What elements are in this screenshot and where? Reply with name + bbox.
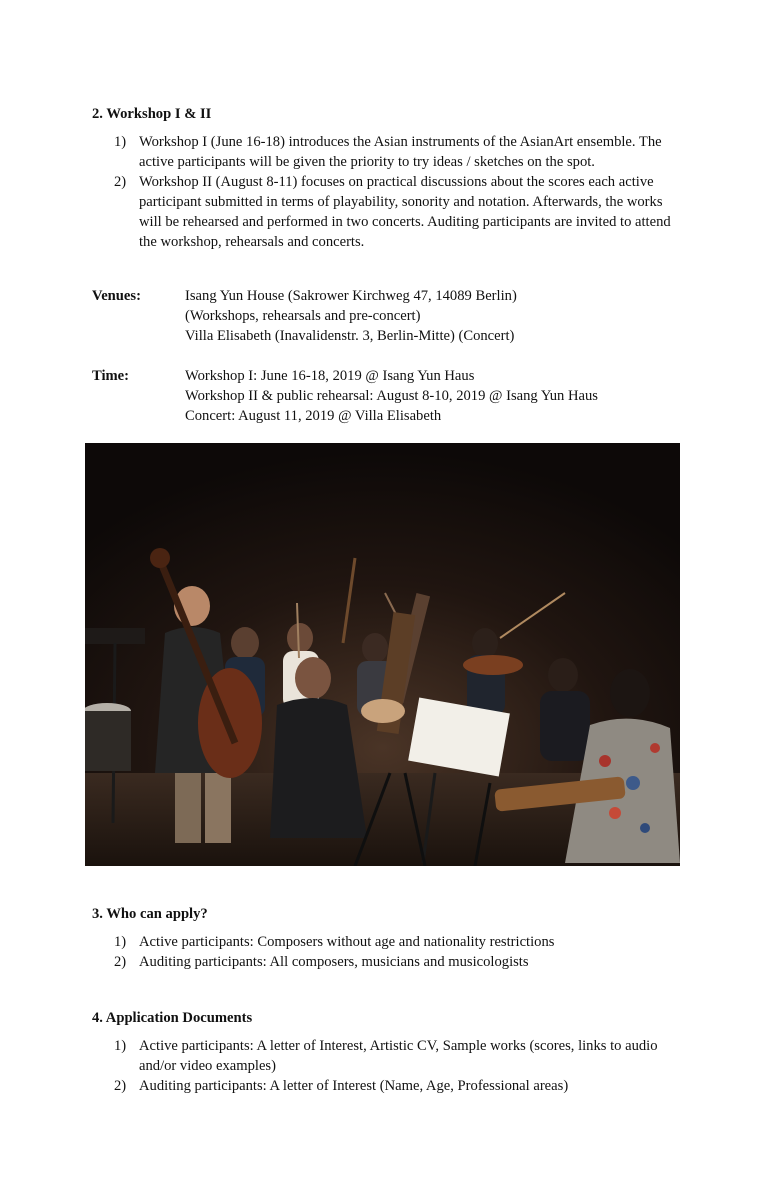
time-line: Workshop II & public rehearsal: August 8-10, 2019 @ Isang Yun Haus [185,388,598,404]
list-item-number: 2) [114,954,127,970]
list-item [92,1076,682,1096]
list-item [92,172,682,252]
list-item-text: Auditing participants: All composers, musicians and musicologists [139,954,529,970]
time-line: Workshop I: June 16-18, 2019 @ Isang Yun Haus [185,368,475,384]
venue-line: (Workshops, rehearsals and pre-concert) [185,308,421,324]
venue-line: Isang Yun House (Sakrower Kirchweg 47, 14089 Berlin) [185,288,517,304]
rehearsal-photo [85,443,680,866]
list-item [92,1036,682,1076]
list-item-text: Workshop II (August 8-11) focuses on practical discussions about the scores each active participant submitted in terms of playability, sonority and notation. Afterwards, the works will be rehearsed and performed in two concerts. Auditing participants are invited to attend the workshop, rehearsals and concerts. [139,174,671,250]
list-item [92,132,682,172]
rehearsal-photo-illustration [85,443,680,866]
list-item-text: Auditing participants: A letter of Interest (Name, Age, Professional areas) [139,1078,569,1094]
list-item-text: Active participants: A letter of Interest, Artistic CV, Sample works (scores, links to audio and/or video examples) [139,1038,658,1074]
list-item-text: Active participants: Composers without age and nationality restrictions [139,934,555,950]
section-heading-documents: 4. Application Documents [92,1010,253,1026]
venues-lines [185,286,705,346]
venues-label: Venues: [92,288,141,304]
list-item-text: Workshop I (June 16-18) introduces the Asian instruments of the AsianArt ensemble. The active participants will be given the priority to try ideas / sketches on the spot. [139,134,662,170]
list-item [92,932,682,952]
time-label: Time: [92,368,130,384]
workshop-list [92,132,682,252]
list-item-number: 2) [114,1078,127,1094]
time-line: Concert: August 11, 2019 @ Villa Elisabeth [185,408,442,424]
list-item-number: 1) [114,934,127,950]
time-lines [185,366,705,426]
who-list [92,932,682,972]
list-item-number: 1) [114,1038,127,1054]
section-heading-who: 3. Who can apply? [92,906,208,922]
documents-list [92,1036,682,1096]
section-heading-workshop: 2. Workshop I & II [92,106,212,122]
venue-line: Villa Elisabeth (Inavalidenstr. 3, Berlin-Mitte) (Concert) [185,328,515,344]
list-item-number: 2) [114,174,127,190]
list-item-number: 1) [114,134,127,150]
list-item [92,952,682,972]
